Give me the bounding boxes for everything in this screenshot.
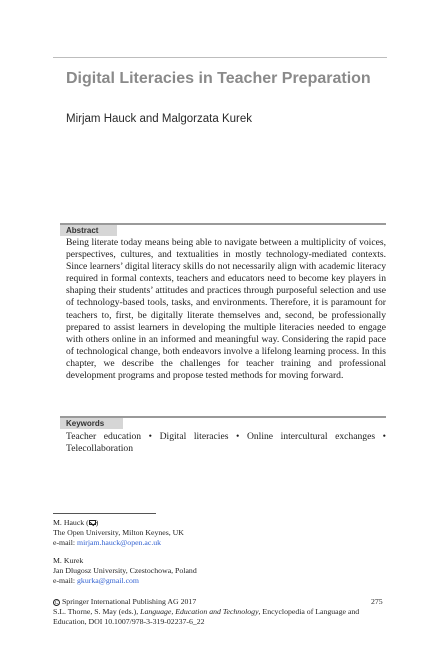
footnote-rule bbox=[53, 513, 156, 514]
abstract-text: Being literate today means being able to navigate between a multiplicity of voices, perspectives, cultures, and textualities in mostly technology-mediated contexts. Since learners’ digital literacy skills do not necessarily align with academic literacy required in formal contexts, teachers and educators need to become key players in shaping their students’ attitudes and practices through purposeful selection and use of technology-based tools, tasks, and environments. Therefore, it is paramount for teachers to, first, be digitally literate themselves and, second, be professionally prepared to assist learners in developing the multiple literacies needed to engage with others online in an informed and meaningful way. Considering the rapid pace of technological change, both endeavors involve a lifelong learning process. In this chapter, we describe the challenges for teacher training and professional development programs and propose tested methods for moving forward. bbox=[66, 237, 386, 382]
citation-line: S.L. Thorne, S. May (eds.), Language, Education and Technology, Encyclopedia of Language and Education, DOI 10.1007/978-3-319-02237-6_22 bbox=[53, 607, 360, 627]
chapter-authors: Mirjam Hauck and Malgorzata Kurek bbox=[66, 113, 252, 125]
footer-citation bbox=[53, 597, 368, 628]
affiliation-email-line: e-mail: mirjam.hauck@open.ac.uk bbox=[53, 538, 162, 548]
email-link[interactable]: gkurka@gmail.com bbox=[77, 576, 139, 586]
copyright-icon: C bbox=[54, 600, 59, 606]
page-number: 275 bbox=[371, 597, 383, 606]
abstract-heading: Abstract bbox=[60, 225, 117, 236]
keywords-text: Teacher education • Digital literacies • Online intercultural exchanges • Telecollaboration bbox=[66, 431, 386, 455]
chapter-title: Digital Literacies in Teacher Preparation bbox=[66, 70, 371, 87]
affiliation-institution: The Open University, Milton Keynes, UK bbox=[53, 528, 184, 538]
affiliation-name: M. Hauck ( ) bbox=[53, 518, 99, 527]
affiliation-name: M. Kurek bbox=[53, 556, 84, 565]
affiliation-kurek bbox=[53, 556, 197, 587]
affiliation-institution: Jan Dlugosz University, Czestochowa, Poland bbox=[53, 566, 197, 576]
email-link[interactable]: mirjam.hauck@open.ac.uk bbox=[77, 538, 162, 548]
affiliation-email-line: e-mail: gkurka@gmail.com bbox=[53, 576, 139, 586]
keywords-heading: Keywords bbox=[60, 418, 123, 429]
affiliation-hauck bbox=[53, 518, 184, 549]
copyright-line: C Springer International Publishing AG 2017 bbox=[54, 597, 197, 606]
envelope-icon bbox=[89, 520, 96, 525]
top-rule bbox=[53, 57, 387, 58]
